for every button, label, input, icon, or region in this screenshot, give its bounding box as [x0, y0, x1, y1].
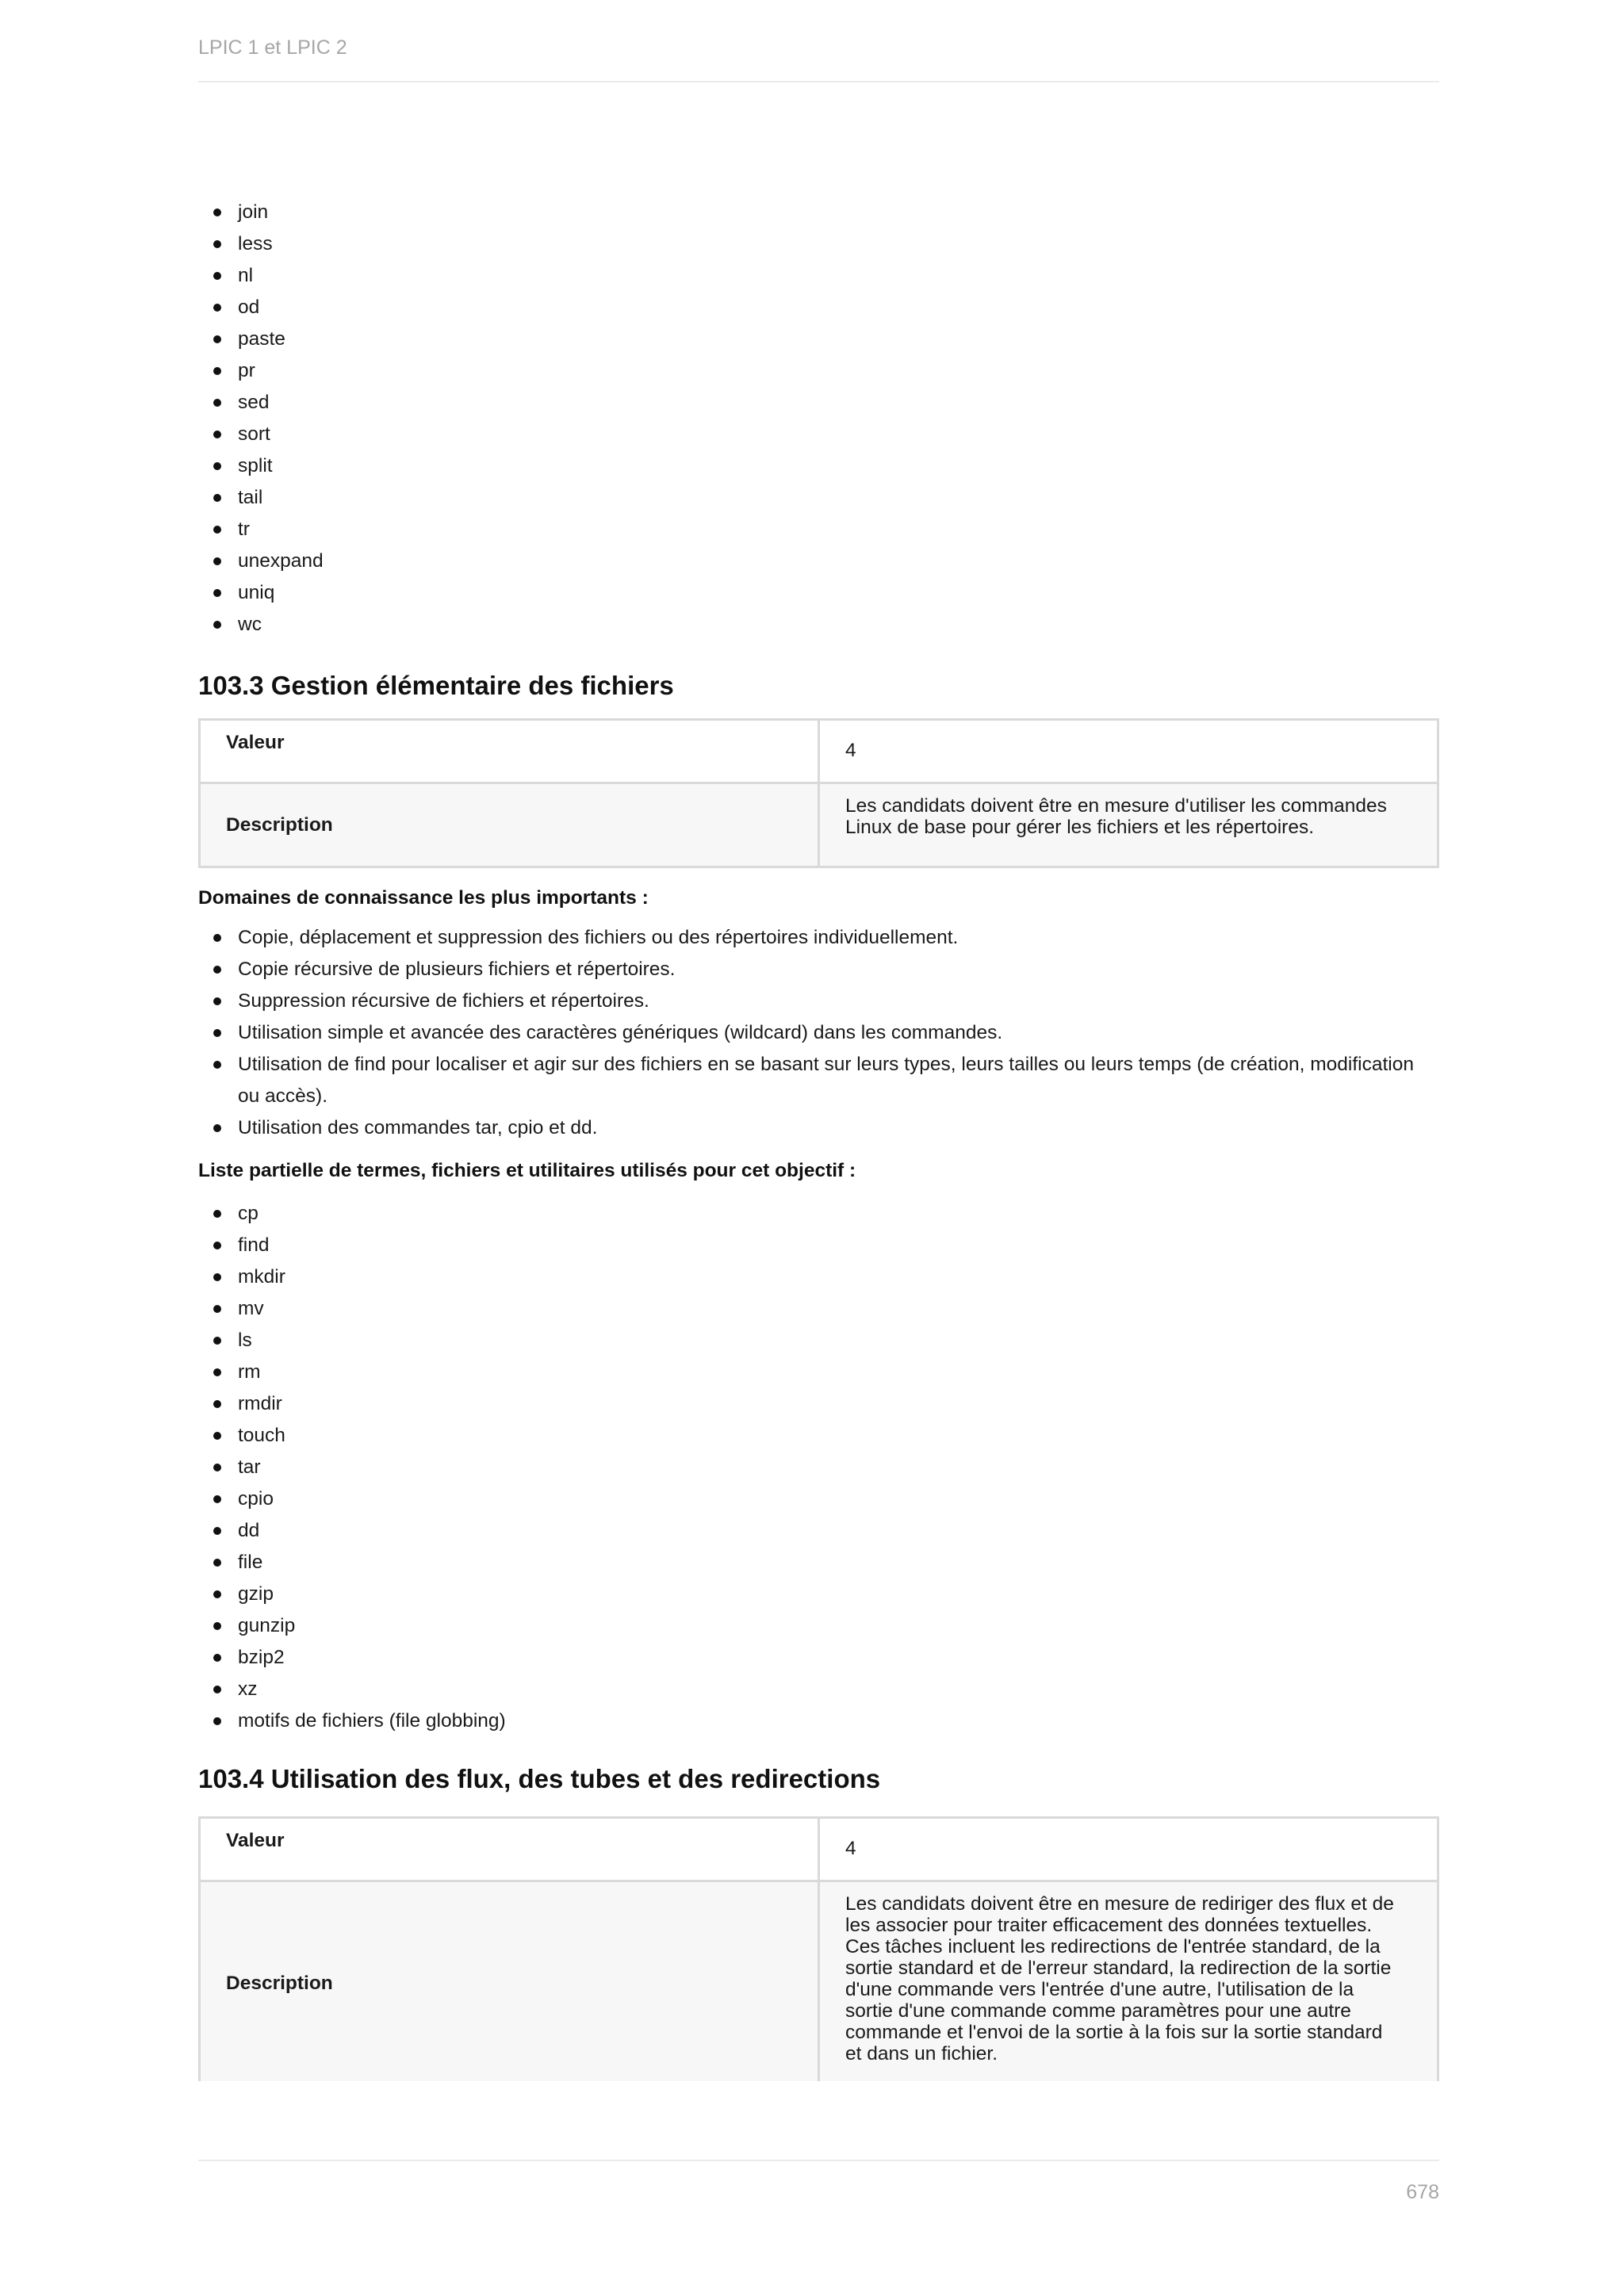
- term-item: rmdir: [238, 1388, 1439, 1420]
- page-header: [198, 36, 1439, 82]
- term-item: ls: [238, 1325, 1439, 1357]
- page-content: [198, 197, 1439, 2081]
- page-footer: [198, 2160, 1439, 2204]
- domains-label: Domaines de connaissance les plus importants :: [198, 887, 649, 909]
- header-title: LPIC 1 et LPIC 2: [198, 36, 347, 59]
- command-item: uniq: [238, 577, 1439, 609]
- term-item: find: [238, 1230, 1439, 1261]
- domain-item: Utilisation simple et avancée des caractères génériques (wildcard) dans les commandes.: [238, 1017, 1439, 1049]
- terms-label: Liste partielle de termes, fichiers et utilitaires utilisés pour cet objectif :: [198, 1160, 856, 1181]
- domain-item: Copie récursive de plusieurs fichiers et répertoires.: [238, 954, 1439, 985]
- command-item: od: [238, 292, 1439, 323]
- command-item: pr: [238, 355, 1439, 387]
- objective-table-103-4: [198, 1816, 1439, 2081]
- domain-item: Utilisation des commandes tar, cpio et dd.: [238, 1112, 1439, 1144]
- term-item: bzip2: [238, 1642, 1439, 1674]
- valeur-value: 4: [819, 720, 1438, 783]
- command-item: unexpand: [238, 545, 1439, 577]
- description-value: Les candidats doivent être en mesure d'utiliser les commandes Linux de base pour gérer les fichiers et les répertoires.: [819, 783, 1438, 867]
- command-item: paste: [238, 323, 1439, 355]
- domain-item: Suppression récursive de fichiers et répertoires.: [238, 985, 1439, 1017]
- domains-list: [198, 922, 1439, 1144]
- term-item: motifs de fichiers (file globbing): [238, 1705, 1439, 1737]
- command-item: sort: [238, 419, 1439, 450]
- term-item: xz: [238, 1674, 1439, 1705]
- term-item: mkdir: [238, 1261, 1439, 1293]
- table-clip: [198, 1816, 1439, 2081]
- command-item: sed: [238, 387, 1439, 419]
- description-label: Description: [200, 783, 819, 867]
- term-item: tar: [238, 1452, 1439, 1483]
- terms-list: [198, 1198, 1439, 1737]
- section-title-103-3: 103.3 Gestion élémentaire des fichiers: [198, 671, 674, 700]
- description-label: Description: [200, 1881, 819, 2082]
- objective-table-103-3: [198, 718, 1439, 868]
- term-item: file: [238, 1547, 1439, 1578]
- command-item: join: [238, 197, 1439, 228]
- term-item: gzip: [238, 1578, 1439, 1610]
- term-item: rm: [238, 1357, 1439, 1388]
- command-item: tr: [238, 514, 1439, 545]
- domain-item: Copie, déplacement et suppression des fichiers ou des répertoires individuellement.: [238, 922, 1439, 954]
- term-item: touch: [238, 1420, 1439, 1452]
- term-item: cpio: [238, 1483, 1439, 1515]
- term-item: cp: [238, 1198, 1439, 1230]
- valeur-label: Valeur: [200, 1818, 819, 1881]
- term-item: gunzip: [238, 1610, 1439, 1642]
- command-item: nl: [238, 260, 1439, 292]
- command-item: less: [238, 228, 1439, 260]
- description-value: Les candidats doivent être en mesure de rediriger des flux et de les associer pour traiter efficacement des données textuelles. Ces tâches incluent les redirections de l'entrée standard, de la sortie standard et de l'erreur standard, la redirection de la sortie d'une commande vers l'entrée d'une autre, l'utilisation de la sortie d'une commande comme paramètres pour une autre commande et l'envoi de la sortie à la fois sur la sortie standard et dans un fichier.: [819, 1881, 1438, 2082]
- command-item: wc: [238, 609, 1439, 641]
- section-title-103-4: 103.4 Utilisation des flux, des tubes et des redirections: [198, 1764, 881, 1793]
- term-item: mv: [238, 1293, 1439, 1325]
- term-item: dd: [238, 1515, 1439, 1547]
- page-number: 678: [1406, 2181, 1439, 2203]
- valeur-value: 4: [819, 1818, 1438, 1881]
- command-item: split: [238, 450, 1439, 482]
- valeur-label: Valeur: [200, 720, 819, 783]
- command-list: [198, 197, 1439, 641]
- domain-item: Utilisation de find pour localiser et agir sur des fichiers en se basant sur leurs types, leurs tailles ou leurs temps (de création, modification ou accès).: [238, 1049, 1439, 1112]
- command-item: tail: [238, 482, 1439, 514]
